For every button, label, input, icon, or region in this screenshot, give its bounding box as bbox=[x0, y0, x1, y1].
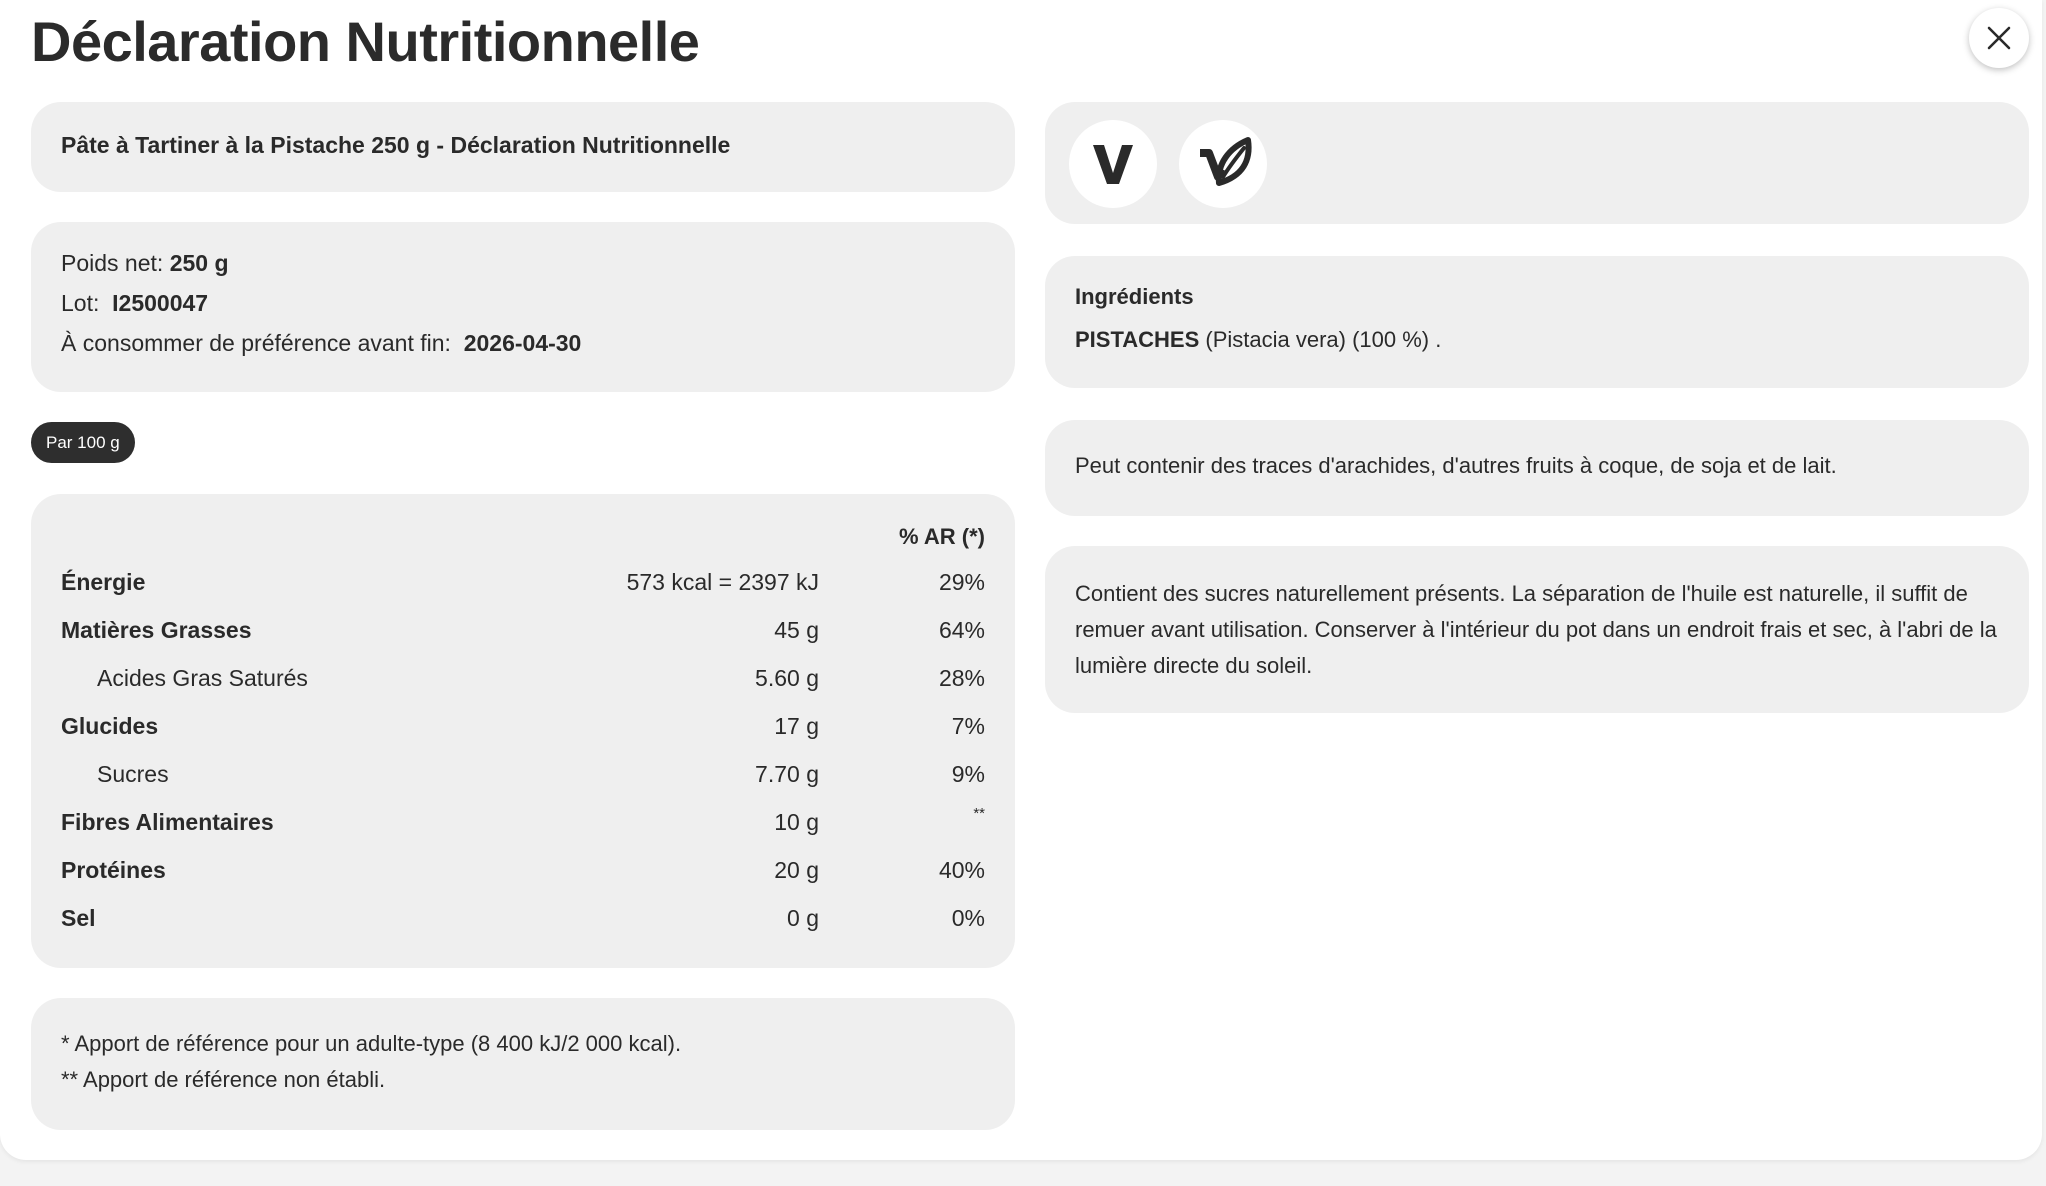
allergen-card bbox=[1045, 420, 2029, 516]
table-row bbox=[31, 857, 1015, 897]
ar-column-header: % AR (*) bbox=[899, 524, 985, 549]
nutrient-name: Glucides bbox=[61, 713, 159, 739]
ingredients-list bbox=[1075, 327, 1441, 353]
product-card bbox=[31, 102, 1015, 192]
ingredient-detail: (Pistacia vera) (100 %) . bbox=[1199, 327, 1442, 352]
ingredients-card bbox=[1045, 256, 2029, 388]
best-before-value: 2026-04-30 bbox=[463, 330, 582, 356]
nutrient-ar: 40% bbox=[938, 857, 985, 883]
diet-badges-card bbox=[1045, 102, 2029, 224]
ingredient-main: PISTACHES bbox=[1075, 327, 1200, 352]
nutrient-ar: 29% bbox=[938, 569, 985, 595]
nutrient-value: 10 g bbox=[774, 809, 819, 835]
nutrition-table bbox=[31, 494, 1015, 968]
footnotes-card bbox=[31, 998, 1015, 1130]
nutrient-ar: 9% bbox=[951, 761, 985, 787]
table-row bbox=[31, 617, 1015, 657]
footnote-reference-intake: * Apport de référence pour un adulte-type (8 400 kJ/2 000 kcal). bbox=[61, 1031, 682, 1056]
vegetarian-badge bbox=[1069, 120, 1157, 208]
vegan-badge bbox=[1179, 120, 1267, 208]
product-info-card bbox=[31, 222, 1015, 392]
ingredients-title: Ingrédients bbox=[1075, 284, 1194, 309]
table-row bbox=[31, 761, 1015, 801]
storage-card bbox=[1045, 546, 2029, 713]
table-row bbox=[31, 569, 1015, 609]
table-row bbox=[31, 805, 1015, 849]
nutrient-name: Acides Gras Saturés bbox=[97, 665, 308, 691]
nutrient-name: Protéines bbox=[61, 857, 166, 883]
net-weight-label: Poids net: bbox=[61, 250, 164, 276]
net-weight-value: 250 g bbox=[169, 250, 229, 276]
nutrient-name: Fibres Alimentaires bbox=[61, 809, 274, 835]
nutrient-value: 5.60 g bbox=[755, 665, 819, 691]
nutrient-value: 17 g bbox=[774, 713, 819, 739]
lot bbox=[61, 290, 208, 317]
table-row bbox=[31, 905, 1015, 945]
product-name: Pâte à Tartiner à la Pistache 250 g - Déclaration Nutritionnelle bbox=[61, 132, 731, 158]
nutrient-value: 45 g bbox=[774, 617, 819, 643]
net-weight bbox=[61, 250, 229, 277]
best-before bbox=[61, 330, 581, 357]
nutrient-value: 20 g bbox=[774, 857, 819, 883]
nutrient-ar: 28% bbox=[938, 665, 985, 691]
nutrient-ar: 7% bbox=[951, 713, 985, 739]
lot-value: I2500047 bbox=[112, 290, 209, 316]
best-before-label: À consommer de préférence avant fin: bbox=[61, 330, 451, 356]
table-row bbox=[31, 665, 1015, 705]
nutrient-value: 573 kcal = 2397 kJ bbox=[626, 569, 819, 595]
lot-label: Lot: bbox=[61, 290, 100, 316]
nutrient-name: Sel bbox=[61, 905, 96, 931]
table-row bbox=[31, 713, 1015, 753]
nutrient-name: Matières Grasses bbox=[61, 617, 252, 643]
allergen-text: Peut contenir des traces d'arachides, d'autres fruits à coque, de soja et de lait. bbox=[1075, 453, 1837, 478]
nutrient-value: 0 g bbox=[787, 905, 819, 931]
nutrient-name: Énergie bbox=[61, 569, 146, 595]
storage-text: Contient des sucres naturellement présents. La séparation de l'huile est naturelle, il suffit de remuer avant utilisation. Conserver à l'intérieur du pot dans un endroit frais et sec, à l'abri de la lumière directe du soleil. bbox=[1075, 581, 1997, 678]
close-button[interactable] bbox=[1969, 8, 2029, 68]
page-title: Déclaration Nutritionnelle bbox=[31, 10, 700, 73]
nutrient-value: 7.70 g bbox=[755, 761, 819, 787]
nutrient-ar: ** bbox=[973, 805, 985, 822]
footnote-no-reference: ** Apport de référence non établi. bbox=[61, 1067, 386, 1092]
nutrient-ar: 64% bbox=[938, 617, 985, 643]
nutrient-name: Sucres bbox=[97, 761, 169, 787]
portion-selector[interactable]: Par 100 g bbox=[31, 422, 135, 463]
nutrient-ar: 0% bbox=[951, 905, 985, 931]
